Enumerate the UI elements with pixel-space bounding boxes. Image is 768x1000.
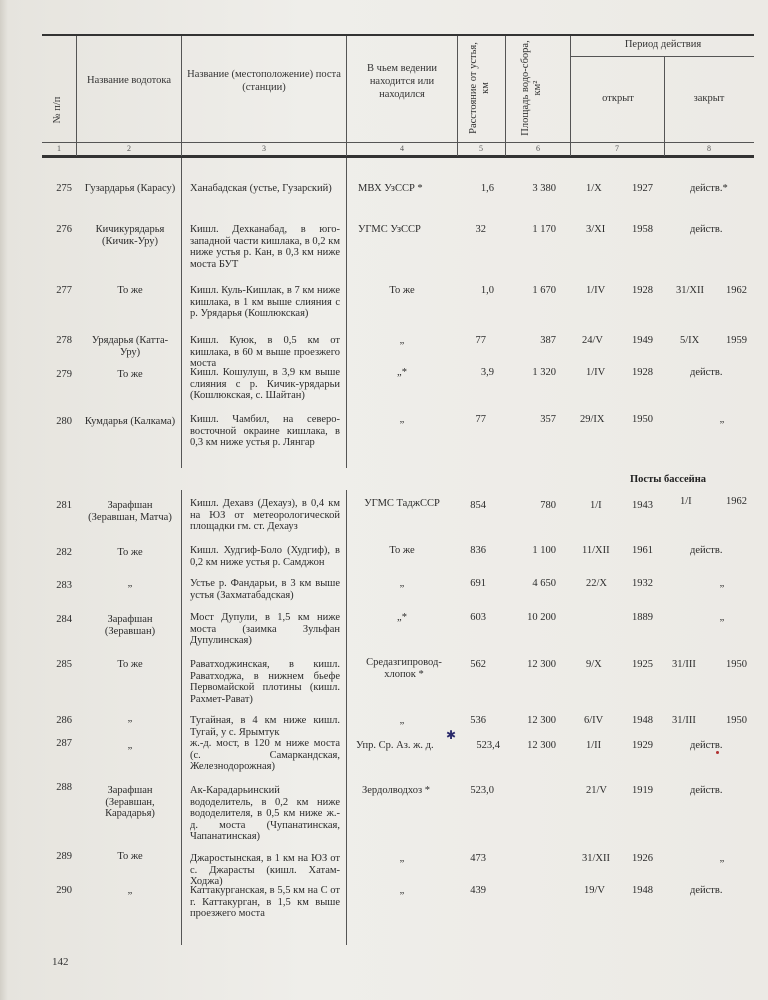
distance: 1,0: [480, 285, 494, 296]
owner: „: [399, 853, 405, 864]
post-location: Джаростынская, в 1 км на ЮЗ от с. Джарасты (кишл. Хатам-Ходжа): [190, 853, 340, 887]
owner: УГМС ТаджССР: [364, 498, 440, 509]
river-name: Кичикурядарья (Кичик-Уру): [95, 224, 165, 247]
open-date: 1/II: [586, 740, 602, 751]
basin-area: 4 650: [532, 578, 556, 589]
distance: 523,0: [470, 785, 494, 796]
owner: „*: [397, 367, 407, 378]
row-number: 281: [56, 500, 72, 511]
basin-area: 12 300: [527, 659, 556, 670]
header-separator: [76, 36, 77, 156]
row-number: 275: [56, 183, 72, 194]
basin-area: 387: [540, 335, 556, 346]
red-mark-icon: [716, 751, 719, 754]
column-number: 3: [262, 144, 266, 153]
open-year: 1889: [632, 612, 653, 623]
header-col-number: № п/п: [52, 96, 63, 124]
open-year: 1943: [632, 500, 653, 511]
open-date: 11/XII: [582, 545, 610, 556]
row-number: 285: [56, 659, 72, 670]
distance: 3,9: [480, 367, 494, 378]
basin-area: 3 380: [532, 183, 556, 194]
close-year: действ.: [690, 367, 723, 378]
close-date: 5/IX: [680, 335, 700, 346]
open-year: 1929: [632, 740, 653, 751]
owner: „: [399, 885, 405, 896]
owner: „*: [397, 612, 407, 623]
post-location: Кишл. Дехканабад, в юго-западной части кишлака, в 0,2 км ниже устья р. Кан, в 0,3 км ниже моста БУТ: [190, 224, 340, 270]
owner: „: [399, 715, 405, 726]
column-number: 4: [400, 144, 404, 153]
close-year: „: [719, 612, 725, 623]
post-location: Кишл. Куюк, в 0,5 км от кишлака, в 60 м выше проезжего моста: [190, 335, 340, 369]
post-location: Устье р. Фандарьи, в 3 км выше устья (Захматабадская): [190, 578, 340, 601]
header-post-name: Название (местоположение) поста (станции): [187, 69, 341, 93]
close-year: 1962: [726, 285, 747, 296]
river-name: То же: [117, 547, 143, 558]
basin-area: 12 300: [527, 740, 556, 751]
column-number: 1: [57, 144, 61, 153]
river-name: То же: [117, 659, 143, 670]
open-year: 1928: [632, 285, 653, 296]
owner: Упр. Ср. Аз. ж. д.: [356, 740, 434, 751]
distance: 77: [475, 335, 486, 346]
river-name: То же: [117, 851, 143, 862]
post-location: ж.-д. мост, в 120 м ниже моста (с. Самаркандская, Железнодорожная): [190, 738, 340, 772]
open-year: 1932: [632, 578, 653, 589]
open-year: 1928: [632, 367, 653, 378]
row-number: 286: [56, 715, 72, 726]
river-name: Зарафшан (Зеравшан, Матча): [88, 500, 172, 523]
row-number: 280: [56, 416, 72, 427]
distance: 836: [470, 545, 486, 556]
column-number: 5: [479, 144, 483, 153]
row-number: 283: [56, 580, 72, 591]
row-number: 278: [56, 335, 72, 346]
post-location: Кишл. Худгиф-Боло (Худгиф), в 0,2 км ниже устья р. Самджон: [190, 545, 340, 568]
basin-area: 10 200: [527, 612, 556, 623]
header-distance: Расстояние от устья, км: [468, 42, 491, 134]
post-location: Кишл. Куль-Кишлак, в 7 км ниже кишлака, в 1 км выше слияния с р. Урядарья (Кошлюкская): [190, 285, 340, 319]
period-subheader-rule: [570, 56, 754, 57]
header-separator: [570, 36, 571, 156]
basin-area: 1 670: [532, 285, 556, 296]
open-date: 24/V: [582, 335, 603, 346]
river-name: То же: [117, 369, 143, 380]
open-year: 1925: [632, 659, 653, 670]
open-date: 21/V: [586, 785, 607, 796]
distance: 562: [470, 659, 486, 670]
river-name: Кумдарья (Калкама): [84, 416, 176, 427]
column-number-rule: [42, 142, 754, 143]
open-year: 1927: [632, 183, 653, 194]
header-separator: [505, 36, 506, 156]
header-closed: закрыт: [693, 93, 725, 104]
header-river-name: Название водотока: [87, 75, 171, 86]
owner: То же: [389, 285, 415, 296]
close-year: действ.: [690, 545, 723, 556]
open-date: 1/I: [590, 500, 602, 511]
distance: 77: [475, 414, 486, 425]
open-year: 1950: [632, 414, 653, 425]
page-edge-shadow: [0, 0, 8, 1000]
owner: Зердолводхоз *: [362, 785, 431, 796]
column-number: 2: [127, 144, 131, 153]
owner: „: [399, 578, 405, 589]
open-date: 31/XII: [582, 853, 610, 864]
river-name: Гузардарья (Карасу): [84, 183, 176, 194]
post-location: Кишл. Дехавз (Дехауз), в 0,4 км на ЮЗ от метеорологической площадки гм. ст. Дехауз: [190, 498, 340, 532]
basin-area: 780: [540, 500, 556, 511]
post-location: Ак-Карадарьинский вододелитель, в 0,2 км ниже вододелителя, в 0,5 км ниже ж.-д. моста (Чупанатинская, Чапанатинская): [190, 785, 340, 842]
open-year: 1948: [632, 885, 653, 896]
open-date: 1/IV: [586, 285, 606, 296]
owner: Средазгипровод-хлопок *: [366, 657, 442, 680]
close-year: действ.: [690, 740, 723, 751]
row-number: 276: [56, 224, 72, 235]
owner: То же: [389, 545, 415, 556]
distance: 536: [470, 715, 486, 726]
body-separator: [181, 158, 182, 468]
table-top-rule: [42, 34, 754, 36]
row-number: 288: [56, 782, 72, 793]
column-number: 8: [707, 144, 711, 153]
close-date: 1/I: [680, 496, 692, 507]
river-name: Зарафшан (Зеравшан, Карадарья): [105, 785, 155, 819]
post-location: Кишл. Кошулуш, в 3,9 км выше слияния с р. Кичик-урядарьи (Кошлюкская, с. Шайтан): [190, 367, 340, 401]
page-number: 142: [52, 956, 69, 968]
river-name: „: [127, 578, 133, 589]
body-separator: [346, 490, 347, 945]
close-year: действ.*: [690, 183, 728, 194]
close-year: 1962: [726, 496, 747, 507]
distance: 691: [470, 578, 486, 589]
distance: 603: [470, 612, 486, 623]
open-year: 1926: [632, 853, 653, 864]
river-name: Урядарья (Катта-Уру): [91, 335, 169, 358]
close-year: 1959: [726, 335, 747, 346]
open-year: 1949: [632, 335, 653, 346]
post-location: Раватходжинская, в кишл. Раватходжа, в нижнем бьефе Первомайской плотины (кишл. Рахмет-Рават): [190, 659, 340, 705]
distance: 473: [470, 853, 486, 864]
close-date: 31/III: [672, 659, 696, 670]
close-year: действ.: [690, 885, 723, 896]
header-separator: [457, 36, 458, 156]
row-number: 287: [56, 738, 72, 749]
header-opened: открыт: [602, 93, 634, 104]
owner: „: [399, 414, 405, 425]
header-period: Период действия: [624, 39, 702, 50]
header-owner: В чьем ведении находится или находился: [367, 63, 437, 100]
open-date: 6/IV: [584, 715, 604, 726]
header-separator: [664, 56, 665, 156]
close-year: 1950: [726, 659, 747, 670]
close-year: „: [719, 414, 725, 425]
post-location: Каттакурганская, в 5,5 км на С от г. Каттакурган, в 1,5 км выше проезжего моста: [190, 885, 340, 919]
owner: „: [399, 335, 405, 346]
river-name: „: [127, 713, 133, 724]
river-name: „: [127, 740, 133, 751]
header-basin-area: Площадь водо-сбора, км²: [520, 40, 543, 136]
close-year: „: [719, 853, 725, 864]
close-date: 31/III: [672, 715, 696, 726]
owner: МВХ УзССР *: [358, 183, 423, 194]
post-location: Тугайная, в 4 км ниже кишл. Тугай, у с. Ярымтук: [190, 715, 340, 738]
open-date: 29/IX: [580, 414, 605, 425]
post-location: Ханабадская (устье, Гузарский): [190, 183, 332, 194]
column-number: 6: [536, 144, 540, 153]
close-year: действ.: [690, 224, 723, 235]
header-separator: [181, 36, 182, 156]
distance: 854: [470, 500, 486, 511]
ink-mark-icon: ✱: [446, 728, 457, 742]
distance: 1,6: [480, 183, 494, 194]
open-date: 1/X: [586, 183, 602, 194]
basin-area: 1 320: [532, 367, 556, 378]
post-location: Кишл. Чамбил, на северо-восточной окраине кишлака, в 0,3 км ниже устья р. Лянгар: [190, 414, 340, 448]
row-number: 277: [56, 285, 72, 296]
row-number: 290: [56, 885, 72, 896]
column-number: 7: [615, 144, 619, 153]
row-number: 279: [56, 369, 72, 380]
open-date: 3/XI: [586, 224, 606, 235]
distance: 439: [470, 885, 486, 896]
row-number: 289: [56, 851, 72, 862]
basin-area: 12 300: [527, 715, 556, 726]
close-date: 31/XII: [676, 285, 704, 296]
river-name: То же: [117, 285, 143, 296]
header-bottom-rule: [42, 155, 754, 158]
row-number: 282: [56, 547, 72, 558]
basin-area: 1 100: [532, 545, 556, 556]
river-name: Зарафшан (Зеравшан): [104, 614, 156, 637]
open-year: 1948: [632, 715, 653, 726]
row-number: 284: [56, 614, 72, 625]
open-year: 1958: [632, 224, 653, 235]
open-year: 1919: [632, 785, 653, 796]
distance: 523,4: [476, 740, 500, 751]
basin-area: 357: [540, 414, 556, 425]
basin-area: 1 170: [532, 224, 556, 235]
open-date: 1/IV: [586, 367, 606, 378]
distance: 32: [475, 224, 486, 235]
body-separator: [181, 490, 182, 945]
header-separator: [346, 36, 347, 156]
section-title: Посты бассейна: [630, 474, 707, 485]
close-year: 1950: [726, 715, 747, 726]
close-year: „: [719, 578, 725, 589]
open-date: 9/X: [586, 659, 602, 670]
post-location: Мост Дупули, в 1,5 км ниже моста (заимка Зульфан Дупулинская): [190, 612, 340, 646]
river-name: „: [127, 885, 133, 896]
close-year: действ.: [690, 785, 723, 796]
open-date: 19/V: [584, 885, 605, 896]
owner: УГМС УзССР: [358, 224, 421, 235]
open-year: 1961: [632, 545, 653, 556]
body-separator: [346, 158, 347, 468]
open-date: 22/X: [586, 578, 607, 589]
